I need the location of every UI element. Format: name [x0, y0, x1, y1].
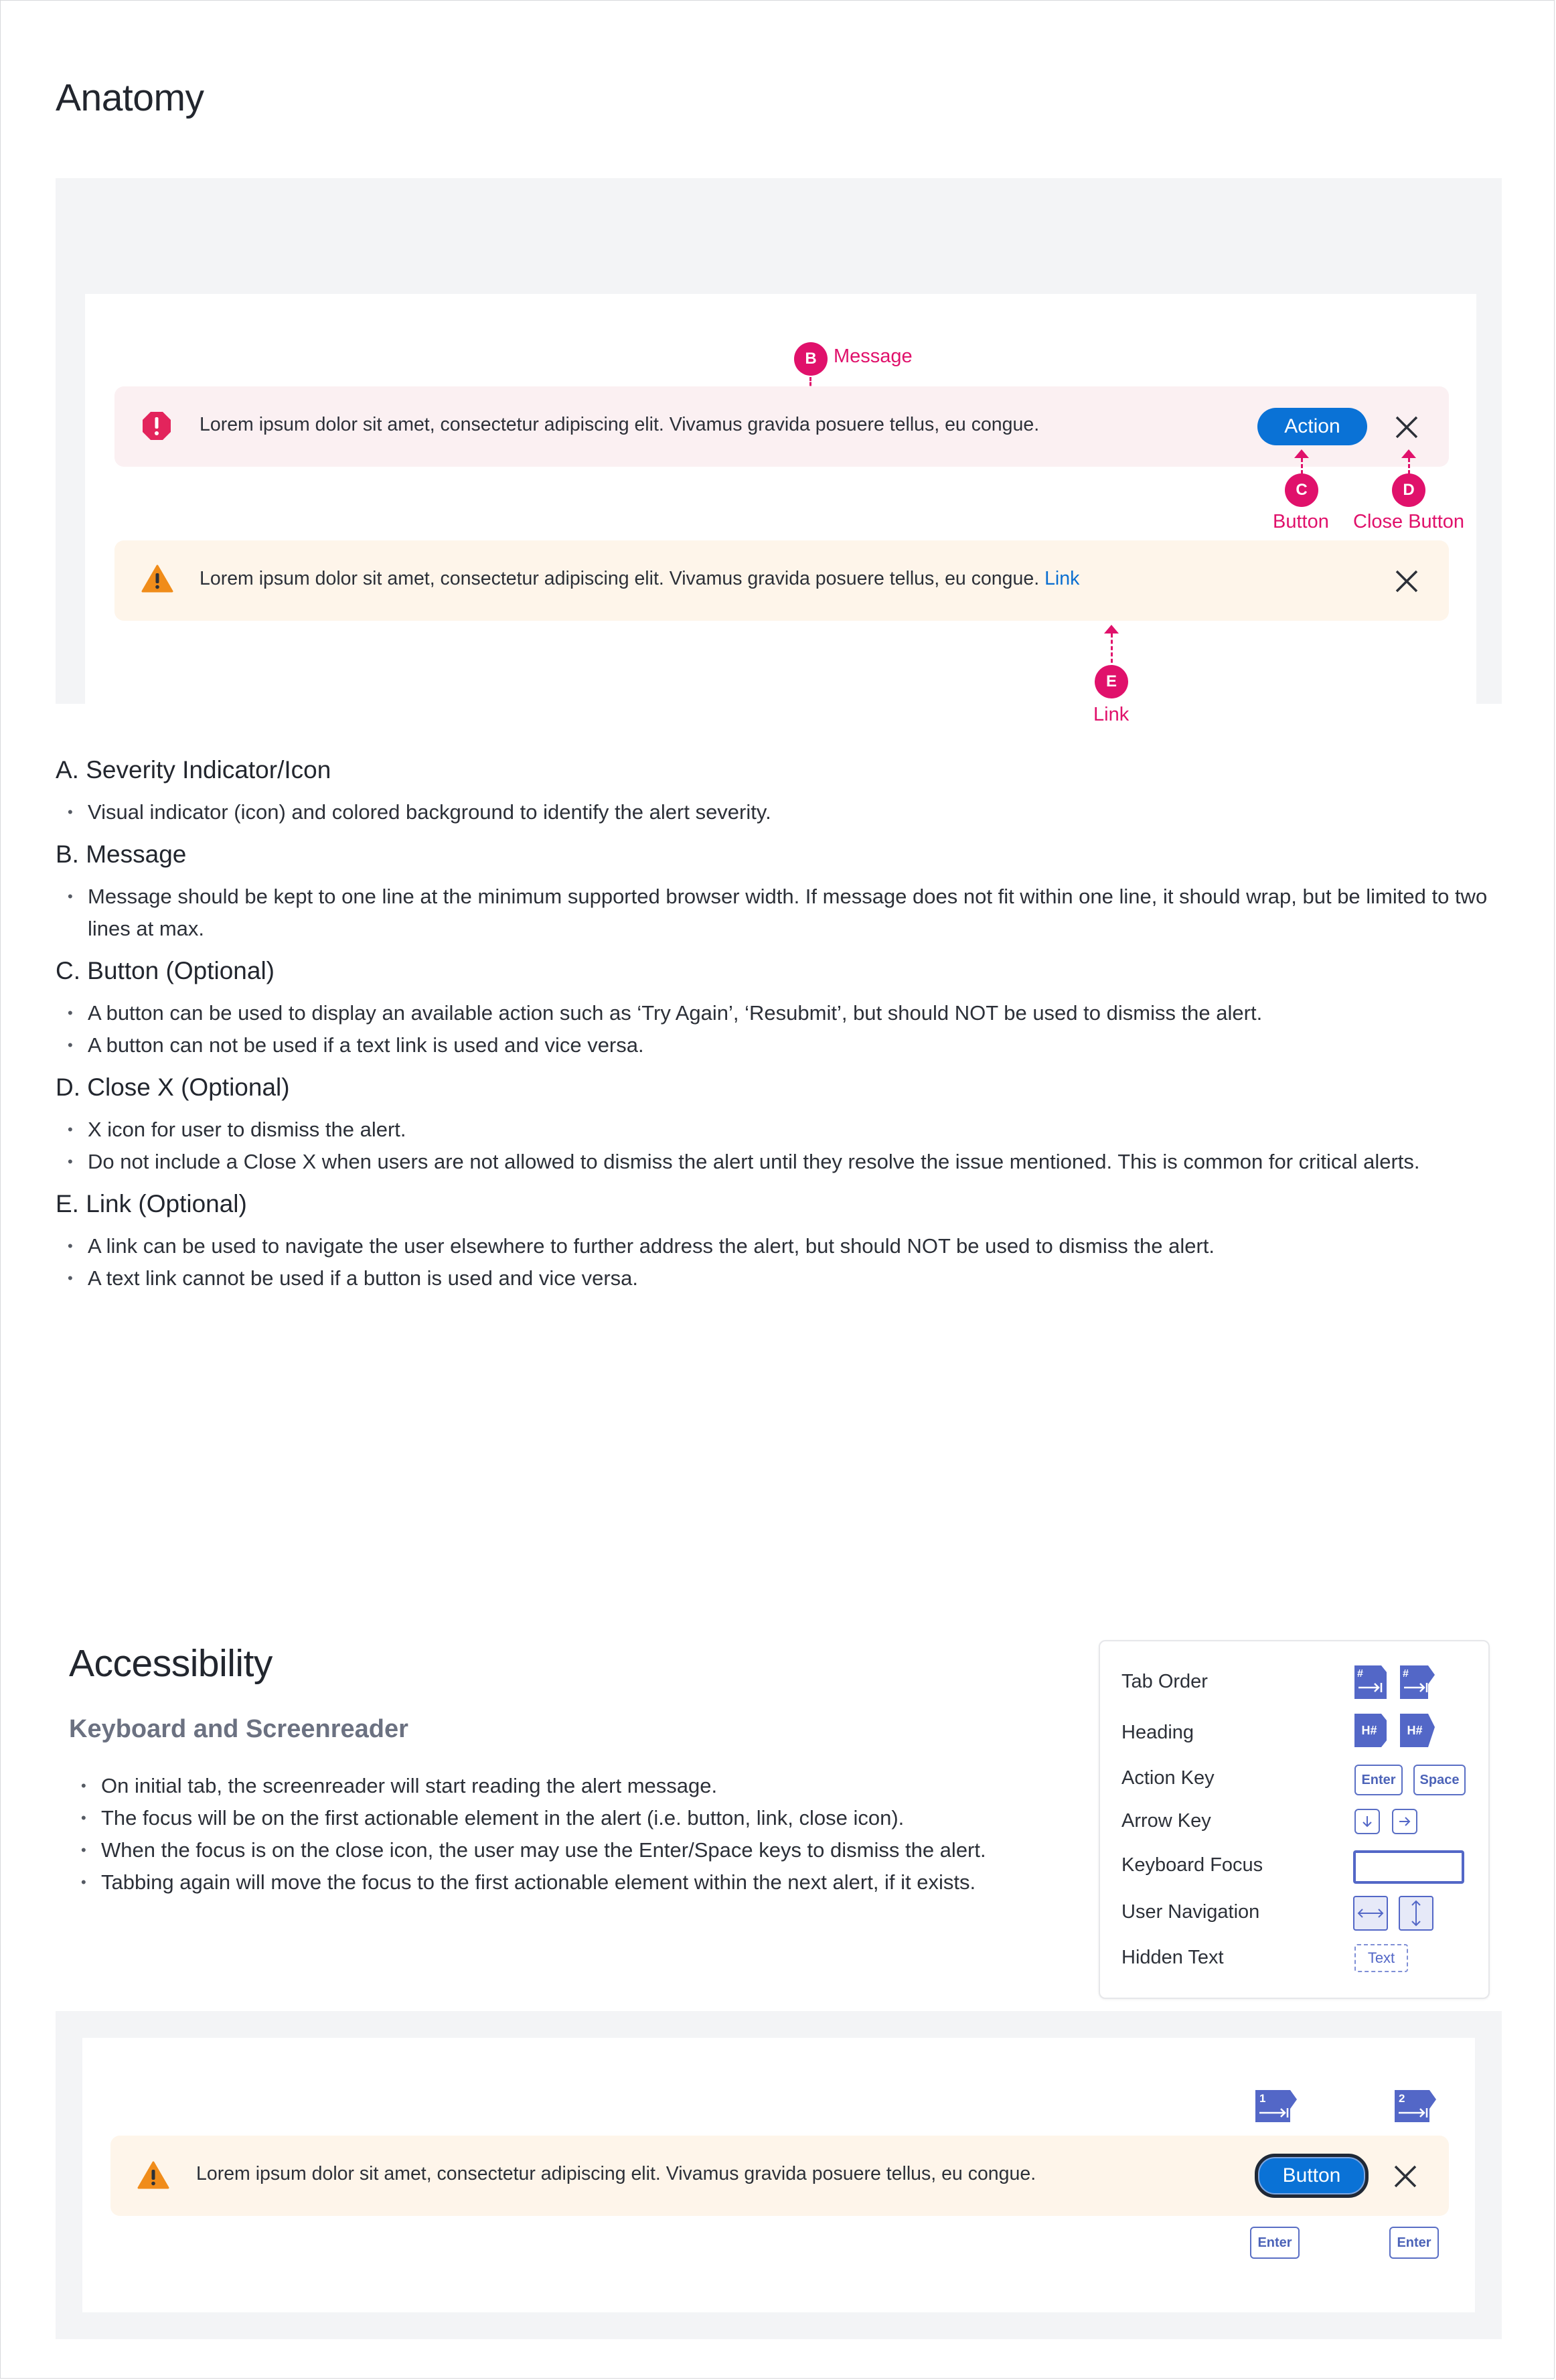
- error-alert-message: Lorem ipsum dolor sit amet, consectetur adipiscing elit. Vivamus gravida posuere tellus, eu congue.: [200, 414, 1040, 435]
- a11y-legend: [1099, 1640, 1490, 1999]
- bullet: • When the focus is on the close icon, the user may use the Enter/Space keys to dismiss the alert.: [69, 1834, 1087, 1866]
- alert-link[interactable]: Link: [1044, 568, 1080, 589]
- warning-triangle-icon: [137, 2161, 169, 2189]
- callout-b-label: Message: [834, 346, 913, 367]
- tab-order-icon: [1397, 1665, 1437, 1699]
- legend-user-navigation-label: User Navigation: [1121, 1901, 1260, 1923]
- svg-text:H#: H#: [1407, 1724, 1423, 1737]
- heading-icon: [1397, 1714, 1437, 1747]
- section-bullets: [56, 1114, 1502, 1178]
- svg-text:2: 2: [1399, 2092, 1405, 2105]
- close-icon[interactable]: [1395, 570, 1418, 593]
- legend-keyboard-focus-label: Keyboard Focus: [1121, 1854, 1263, 1876]
- bullet: • Tabbing again will move the focus to the first actionable element within the next alert, if it exists.: [69, 1866, 1087, 1899]
- callout-c-label: Button: [1273, 511, 1329, 532]
- anatomy-descriptions: [56, 756, 1502, 1294]
- bullet: • On initial tab, the screenreader will start reading the alert message.: [69, 1770, 1087, 1802]
- bullet: • The focus will be on the first actionable element in the alert (i.e. button, link, close icon).: [69, 1802, 1087, 1834]
- arrow-right-key: [1392, 1809, 1417, 1834]
- arrow-down-icon: [1361, 1815, 1373, 1828]
- section-heading: D. Close X (Optional): [56, 1073, 290, 1101]
- section-bullets: [56, 997, 1502, 1061]
- close-icon[interactable]: [1395, 416, 1418, 439]
- legend-heading-label: Heading: [1121, 1722, 1194, 1743]
- legend-action-key-label: Action Key: [1121, 1767, 1215, 1789]
- callout-e-label: Link: [1093, 704, 1130, 725]
- anatomy-title: Anatomy: [56, 76, 204, 119]
- tab-order-1-icon: [1255, 2090, 1298, 2122]
- section-bullets: [56, 881, 1502, 945]
- section-heading: E. Link (Optional): [56, 1190, 247, 1217]
- callout-e-arrow-icon: [1104, 625, 1119, 634]
- svg-text:#: #: [1403, 1668, 1409, 1680]
- section-heading: B. Message: [56, 840, 187, 868]
- warning-alert: [114, 540, 1449, 621]
- callout-c-arrow-icon: [1294, 449, 1309, 459]
- warning-triangle-icon: [141, 565, 173, 593]
- error-alert: [114, 386, 1449, 467]
- tab-order-icon: [1352, 1665, 1388, 1699]
- section-bullets: [56, 1230, 1502, 1294]
- vertical-navigation-icon: [1399, 1896, 1433, 1931]
- error-octagon-icon: [141, 411, 172, 441]
- legend-tab-order-label: Tab Order: [1121, 1671, 1208, 1692]
- accessibility-bullets: [69, 1770, 1087, 1899]
- anatomy-stage: [85, 294, 1476, 723]
- section-bullets: [56, 796, 1502, 828]
- callout-d-arrow-icon: [1401, 449, 1416, 459]
- callout-e-pin: E: [1095, 665, 1128, 698]
- legend-arrow-key-label: Arrow Key: [1121, 1810, 1211, 1832]
- heading-icon: [1352, 1714, 1388, 1747]
- arrow-down-key: [1354, 1809, 1380, 1834]
- tab-order-2-icon: [1395, 2090, 1437, 2122]
- arrow-right-icon: [1398, 1815, 1411, 1828]
- svg-text:1: 1: [1259, 2092, 1266, 2105]
- example-alert-message: Lorem ipsum dolor sit amet, consectetur adipiscing elit. Vivamus gravida posuere tellus, eu congue.: [196, 2163, 1036, 2184]
- enter-key: Enter: [1250, 2227, 1300, 2259]
- bullet: • A button can be used to display an available action such as ‘Try Again’, ‘Resubmit’, but should NOT be used to dismiss the alert.: [56, 997, 1502, 1029]
- callout-c-pin: C: [1285, 473, 1318, 507]
- accessibility-title: Accessibility: [69, 1642, 273, 1685]
- section-heading: C. Button (Optional): [56, 957, 275, 984]
- space-key: Space: [1413, 1765, 1466, 1795]
- example-button[interactable]: Button: [1255, 2154, 1369, 2198]
- action-button[interactable]: Action: [1257, 408, 1367, 445]
- bullet: • Do not include a Close X when users are not allowed to dismiss the alert until they resolve the issue mentioned. This is common for critical alerts.: [56, 1146, 1502, 1178]
- callout-b-pin: B: [794, 342, 828, 376]
- bullet: • Message should be kept to one line at the minimum supported browser width. If message does not fit within one line, it should wrap, but be limited to two lines at max.: [56, 881, 1502, 945]
- bullet: • X icon for user to dismiss the alert.: [56, 1114, 1502, 1146]
- bullet: • A link can be used to navigate the user elsewhere to further address the alert, but should NOT be used to dismiss the alert.: [56, 1230, 1502, 1262]
- enter-key: Enter: [1354, 1765, 1403, 1795]
- keyboard-focus-sample: [1353, 1850, 1464, 1884]
- callout-d-label: Close Button: [1353, 511, 1465, 532]
- callout-d-line: [1408, 458, 1410, 474]
- close-icon[interactable]: [1394, 2165, 1417, 2188]
- legend-hidden-text-label: Hidden Text: [1121, 1947, 1224, 1968]
- hidden-text-sample: Text: [1354, 1944, 1408, 1972]
- svg-text:H#: H#: [1361, 1724, 1377, 1737]
- bullet: • Visual indicator (icon) and colored background to identify the alert severity.: [56, 796, 1502, 828]
- horizontal-navigation-icon: [1353, 1896, 1388, 1931]
- section-heading: A. Severity Indicator/Icon: [56, 756, 331, 784]
- warning-alert-message: Lorem ipsum dolor sit amet, consectetur adipiscing elit. Vivamus gravida posuere tellus, eu congue. Link: [200, 568, 1080, 589]
- bullet: • A text link cannot be used if a button is used and vice versa.: [56, 1262, 1502, 1294]
- enter-key: Enter: [1389, 2227, 1439, 2259]
- bullet: • A button can not be used if a text link is used and vice versa.: [56, 1029, 1502, 1061]
- accessibility-subtitle: Keyboard and Screenreader: [69, 1715, 408, 1743]
- callout-d-pin: D: [1392, 473, 1425, 507]
- callout-c-line: [1301, 458, 1303, 474]
- svg-text:#: #: [1357, 1668, 1363, 1680]
- example-warning-alert: [110, 2136, 1449, 2216]
